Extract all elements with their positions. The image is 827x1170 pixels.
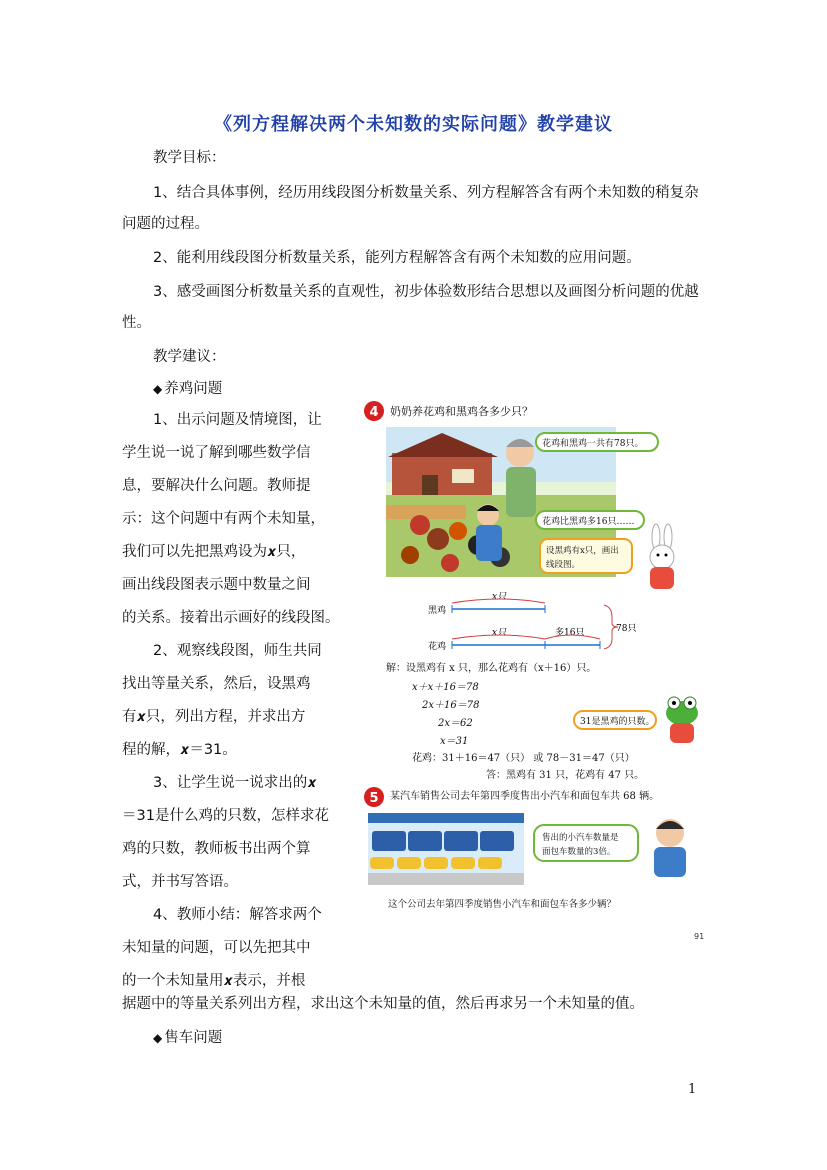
text-line: 找出等量关系，然后，设黑鸡	[122, 676, 311, 692]
question-4-text: 奶奶养花鸡和黑鸡各多少只？	[390, 405, 533, 418]
text-line: 学生说一说了解到哪些数学信	[122, 445, 311, 461]
objective-2: 2、能利用线段图分析数量关系，能列方程解答含有两个未知数的应用问题。	[153, 250, 641, 266]
diamond-bullet-icon: ◆	[153, 1031, 163, 1045]
objective-1-line-1: 1、结合具体事例，经历用线段图分析数量关系、列方程解答含有两个未知数的稍复杂	[153, 185, 699, 201]
suggestions-heading: 教学建议：	[153, 349, 226, 365]
section-1-final-line: 据题中的等量关系列出方程，求出这个未知量的值，然后再求另一个未知量的值。	[122, 996, 644, 1012]
text-line: 式，并书写答语。	[122, 874, 238, 890]
frog-character-icon	[666, 697, 698, 743]
question-5-prompt: 这个公司去年第四季度销售小汽车和面包车各多少辆？	[388, 899, 617, 910]
bubble-difference-text: 花鸡比黑鸡多16只……	[542, 517, 635, 527]
text-line: ＝31是什么鸡的只数，怎样求花	[122, 808, 329, 824]
section-1-body	[122, 404, 340, 998]
segment-total-label: 78只	[616, 624, 637, 634]
equation-1: x＋x＋16＝78	[412, 682, 479, 693]
text-line: 有𝒙只，列出方程，并求出方	[122, 709, 306, 725]
answer-text: 答：黑鸡有 31 只，花鸡有 47 只。	[486, 770, 645, 781]
bubble-rabbit-line-1: 设黑鸡有x只，画出	[546, 546, 619, 556]
page-title: 《列方程解决两个未知数的实际问题》教学建议	[214, 114, 613, 135]
section-2-heading	[153, 1022, 222, 1055]
objective-1-line-2: 问题的过程。	[122, 216, 209, 232]
text-line: 3、让学生说一说求出的𝒙	[153, 775, 317, 791]
boy-bubble-line-2: 面包车数量的3倍。	[542, 847, 616, 857]
objective-3-line-1: 3、感受画图分析数量关系的直观性，初步体验数形结合思想以及画图分析问题的优越	[153, 284, 699, 300]
segment-label-black: 黑鸡	[428, 606, 447, 616]
equation-3: 2x＝62	[438, 718, 473, 729]
text-line: 程的解，𝒙＝31。	[122, 742, 237, 758]
rabbit-character-icon	[650, 524, 674, 589]
page-number: 1	[688, 1082, 697, 1097]
boy-bubble-line-1: 售出的小汽车数量是	[542, 833, 619, 843]
text-line: 4、教师小结：解答求两个	[153, 907, 322, 923]
text-line: 未知量的问题，可以先把其中	[122, 940, 311, 956]
objective-3-line-2: 性。	[122, 315, 151, 331]
section-2-title: 售车问题	[164, 1030, 223, 1046]
solution-intro: 解：设黑鸡有 x 只，那么花鸡有（x＋16）只。	[386, 663, 597, 674]
segment-label-flower: 花鸡	[428, 642, 447, 652]
section-1-heading	[153, 373, 222, 406]
equation-2: 2x＋16＝78	[422, 700, 480, 711]
text-line: 的一个未知量用𝒙表示，并根	[122, 973, 306, 989]
diamond-bullet-icon: ◆	[153, 382, 163, 396]
text-line: 息，要解决什么问题。教师提	[122, 478, 311, 494]
text-line: 鸡的只数，教师板书出两个算	[122, 841, 311, 857]
bubble-rabbit-line-2: 线段图。	[546, 560, 581, 570]
textbook-page-number: 91	[694, 932, 705, 941]
flower-chicken-calculation: 花鸡：31＋16＝47（只） 或 78－31＝47（只）	[412, 753, 635, 764]
text-line: 的关系。接着出示画好的线段图。	[122, 610, 340, 626]
question-5-number: 5	[369, 791, 379, 806]
text-line: 2、观察线段图，师生共同	[153, 643, 322, 659]
question-5-text: 某汽车销售公司去年第四季度售出小汽车和面包车共 68 辆。	[390, 791, 660, 802]
segment-x-label-2: x只	[492, 628, 507, 638]
frog-bubble-text: 31是黑鸡的只数。	[580, 717, 655, 727]
objectives-heading: 教学目标：	[153, 150, 226, 166]
car-lot-illustration	[368, 813, 524, 885]
segment-x-label-1: x只	[492, 592, 507, 602]
question-4-number: 4	[369, 405, 379, 420]
text-line: 示：这个问题中有两个未知量，	[122, 511, 325, 527]
bubble-total-text: 花鸡和黑鸡一共有78只。	[542, 439, 644, 449]
section-1-title: 养鸡问题	[164, 381, 223, 397]
line-segment-diagram	[428, 591, 636, 652]
equation-4: x＝31	[440, 736, 469, 747]
boy-character-icon	[654, 819, 686, 877]
segment-more-label: 多16只	[555, 628, 585, 638]
text-line: 1、出示问题及情境图，让	[153, 412, 322, 428]
textbook-figure	[360, 395, 710, 950]
text-line: 我们可以先把黑鸡设为𝒙只，	[122, 544, 306, 560]
text-line: 画出线段图表示题中数量之间	[122, 577, 311, 593]
